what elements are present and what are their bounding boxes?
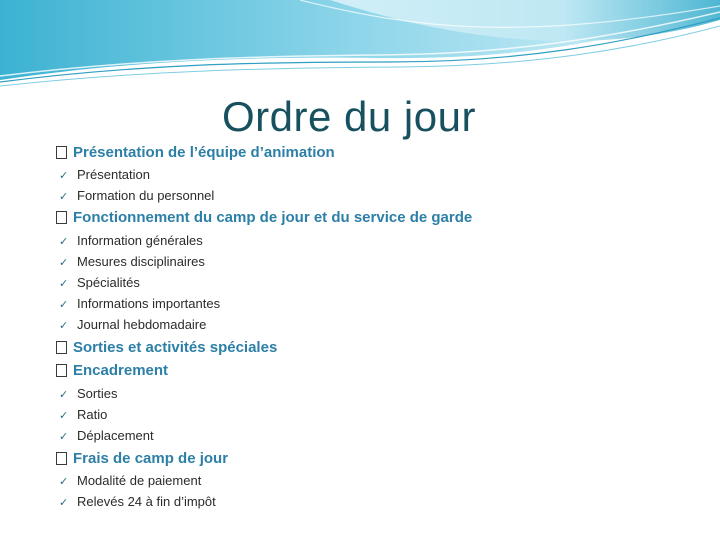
- header-wave-decoration: [0, 0, 720, 90]
- checkmark-icon: ✓: [59, 235, 69, 248]
- section-heading: [56, 448, 228, 470]
- list-item: [59, 166, 150, 184]
- list-item-label: Spécialités: [77, 275, 140, 290]
- list-item-label: Déplacement: [77, 428, 154, 443]
- list-item: [59, 427, 154, 445]
- section-heading: [56, 142, 335, 164]
- list-item-label: Informations importantes: [77, 296, 221, 311]
- list-item: [59, 406, 107, 424]
- list-item: [59, 274, 140, 292]
- section-heading: [56, 337, 277, 359]
- square-bullet-icon: [56, 341, 67, 354]
- checkmark-icon: ✓: [59, 169, 69, 182]
- checkmark-icon: ✓: [59, 496, 69, 509]
- list-item: [59, 316, 206, 334]
- checkmark-icon: ✓: [59, 256, 69, 269]
- square-bullet-icon: [56, 452, 67, 465]
- list-item: [59, 295, 220, 313]
- checkmark-icon: ✓: [59, 475, 69, 488]
- list-item-label: Sorties: [77, 386, 118, 401]
- section-heading: [56, 207, 472, 229]
- list-item-label: Présentation: [77, 167, 150, 182]
- checkmark-icon: ✓: [59, 388, 69, 401]
- checkmark-icon: ✓: [59, 277, 69, 290]
- checkmark-icon: ✓: [59, 298, 69, 311]
- section-heading-label: Présentation de l’équipe d’animation: [73, 144, 335, 161]
- list-item: [59, 493, 216, 511]
- checkmark-icon: ✓: [59, 190, 69, 203]
- list-item: [59, 253, 205, 271]
- section-heading-label: Sorties et activités spéciales: [73, 339, 278, 356]
- square-bullet-icon: [56, 146, 67, 159]
- list-item-label: Modalité de paiement: [77, 473, 202, 488]
- list-item: [59, 472, 201, 490]
- checkmark-icon: ✓: [59, 409, 69, 422]
- square-bullet-icon: [56, 211, 67, 224]
- list-item-label: Formation du personnel: [77, 188, 215, 203]
- checkmark-icon: ✓: [59, 430, 69, 443]
- list-item: [59, 187, 214, 205]
- list-item-label: Ratio: [77, 407, 108, 422]
- slide-title: Ordre du jour: [222, 93, 476, 140]
- list-item: [59, 232, 203, 250]
- list-item: [59, 385, 117, 403]
- list-item-label: Mesures disciplinaires: [77, 254, 205, 269]
- list-item-label: Relevés 24 à fin d’impôt: [77, 494, 216, 509]
- list-item-label: Information générales: [77, 233, 203, 248]
- section-heading-label: Frais de camp de jour: [73, 450, 229, 467]
- section-heading-label: Fonctionnement du camp de jour et du service de garde: [73, 209, 473, 226]
- list-item-label: Journal hebdomadaire: [77, 317, 207, 332]
- section-heading-label: Encadrement: [73, 362, 169, 379]
- section-heading: [56, 360, 168, 382]
- checkmark-icon: ✓: [59, 319, 69, 332]
- square-bullet-icon: [56, 364, 67, 377]
